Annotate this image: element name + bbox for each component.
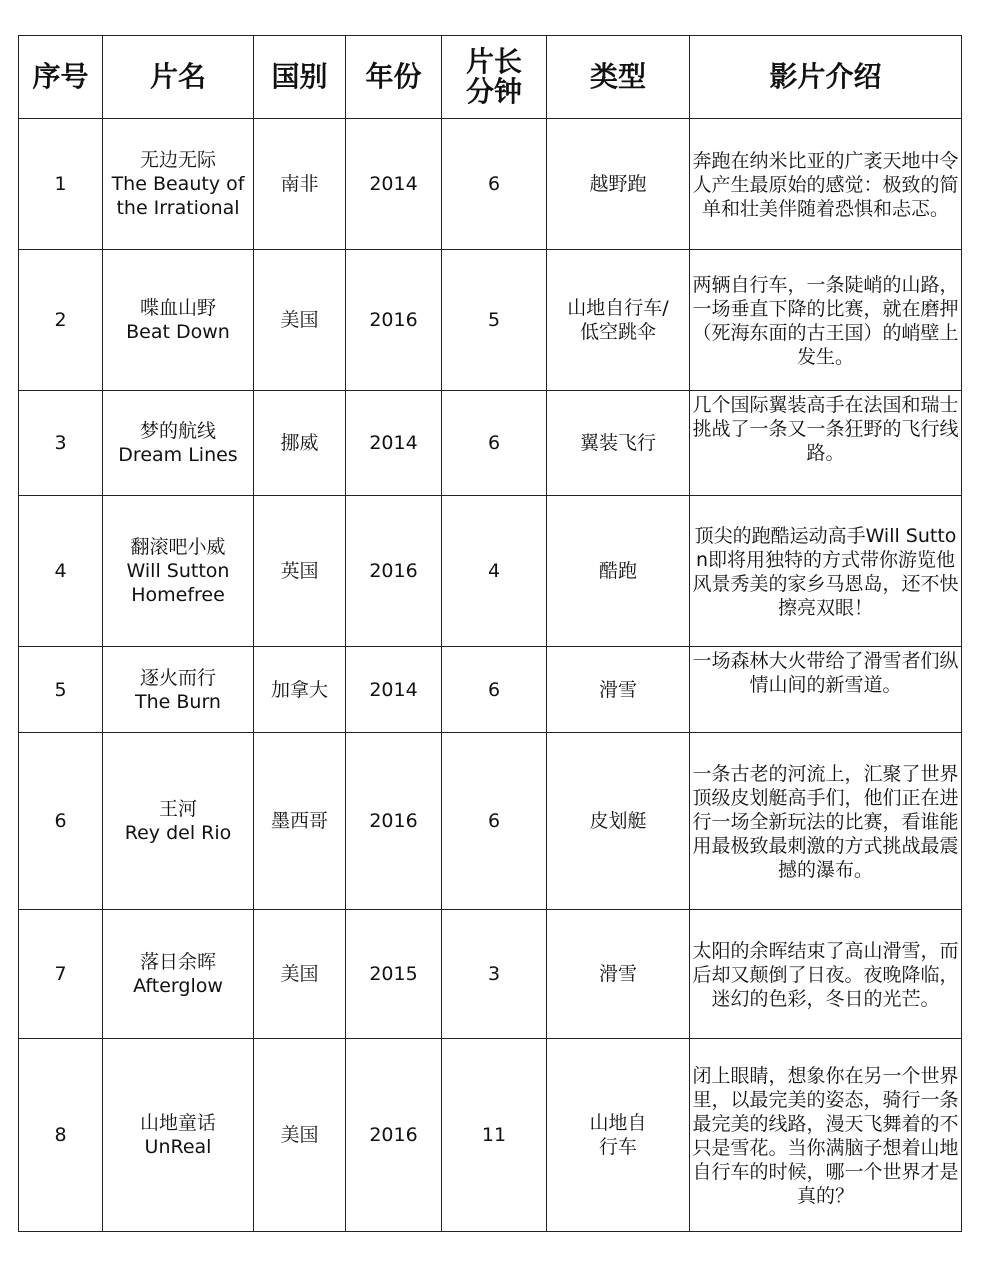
title-en: Rey del Rio <box>124 822 232 844</box>
header-title: 片名 <box>103 36 254 119</box>
cell-country: 南非 <box>254 119 346 250</box>
header-genre: 类型 <box>547 36 690 119</box>
header-row <box>19 36 962 119</box>
header-year: 年份 <box>346 36 442 119</box>
cell-intro: 奔跑在纳米比亚的广袤天地中令人产生最原始的感觉：极致的简单和壮美伴随着恐惧和忐忑。 <box>690 119 962 250</box>
cell-genre: 皮划艇 <box>547 733 690 910</box>
cell-year: 2016 <box>346 250 442 391</box>
film-table <box>18 35 962 1232</box>
cell-intro: 顶尖的跑酷运动高手Will Sutton即将用独特的方式带你游览他风景秀美的家乡马恩岛，还不快擦亮双眼！ <box>690 496 962 647</box>
title-zh: 喋血山野 <box>139 297 216 319</box>
cell-length: 3 <box>442 910 547 1039</box>
table-row <box>19 733 962 910</box>
cell-title <box>103 250 254 391</box>
cell-country: 美国 <box>254 1039 346 1232</box>
cell-genre: 山地自行车/低空跳伞 <box>547 250 690 391</box>
cell-length: 6 <box>442 733 547 910</box>
cell-genre: 越野跑 <box>547 119 690 250</box>
header-intro: 影片介绍 <box>690 36 962 119</box>
cell-title <box>103 496 254 647</box>
table-row <box>19 496 962 647</box>
title-zh: 无边无际 <box>139 149 216 171</box>
cell-country: 墨西哥 <box>254 733 346 910</box>
cell-length: 6 <box>442 119 547 250</box>
table-row <box>19 391 962 496</box>
cell-intro: 两辆自行车，一条陡峭的山路，一场垂直下降的比赛，就在磨押（死海东面的古王国）的峭壁上发生。 <box>690 250 962 391</box>
cell-country: 美国 <box>254 910 346 1039</box>
cell-index: 7 <box>19 910 103 1039</box>
cell-genre: 酷跑 <box>547 496 690 647</box>
title-en: The Beauty of the Irrational <box>111 173 245 219</box>
cell-length: 11 <box>442 1039 547 1232</box>
cell-index: 1 <box>19 119 103 250</box>
cell-index: 5 <box>19 647 103 733</box>
header-index: 序号 <box>19 36 103 119</box>
cell-index: 8 <box>19 1039 103 1232</box>
cell-year: 2016 <box>346 496 442 647</box>
title-zh: 山地童话 <box>139 1112 216 1134</box>
cell-title <box>103 119 254 250</box>
cell-year: 2016 <box>346 733 442 910</box>
cell-country: 加拿大 <box>254 647 346 733</box>
title-zh: 翻滚吧小威 <box>130 536 226 558</box>
header-country: 国别 <box>254 36 346 119</box>
table-row <box>19 647 962 733</box>
cell-year: 2015 <box>346 910 442 1039</box>
title-zh: 王河 <box>158 798 197 820</box>
title-zh: 逐火而行 <box>139 666 216 689</box>
cell-title <box>103 733 254 910</box>
title-en: Afterglow <box>133 975 223 997</box>
cell-title <box>103 647 254 733</box>
cell-intro: 闭上眼睛，想象你在另一个世界里，以最完美的姿态，骑行一条最完美的线路，漫天飞舞着的不只是雪花。当你满脑子想着山地自行车的时候，哪一个世界才是真的？ <box>690 1039 962 1232</box>
cell-intro: 一场森林大火带给了滑雪者们纵情山间的新雪道。 <box>690 647 962 733</box>
cell-intro: 一条古老的河流上，汇聚了世界顶级皮划艇高手们，他们正在进行一场全新玩法的比赛，看谁能用最极致最刺激的方式挑战最震撼的瀑布。 <box>690 733 962 910</box>
cell-title <box>103 910 254 1039</box>
title-zh: 落日余晖 <box>139 951 216 973</box>
cell-length: 6 <box>442 647 547 733</box>
table-row <box>19 1039 962 1232</box>
cell-length: 5 <box>442 250 547 391</box>
cell-intro: 几个国际翼装高手在法国和瑞士挑战了一条又一条狂野的飞行线路。 <box>690 391 962 496</box>
cell-genre: 翼装飞行 <box>547 391 690 496</box>
cell-title <box>103 391 254 496</box>
title-en: Beat Down <box>126 321 230 343</box>
cell-index: 6 <box>19 733 103 910</box>
header-length: 片长分钟 <box>442 36 547 119</box>
cell-index: 4 <box>19 496 103 647</box>
cell-year: 2014 <box>346 391 442 496</box>
cell-year: 2014 <box>346 647 442 733</box>
cell-year: 2016 <box>346 1039 442 1232</box>
table-row <box>19 119 962 250</box>
cell-genre: 山地自行车 <box>547 1039 690 1232</box>
title-en: Dream Lines <box>118 444 238 466</box>
table-row <box>19 910 962 1039</box>
cell-country: 挪威 <box>254 391 346 496</box>
table-row <box>19 250 962 391</box>
title-zh: 梦的航线 <box>139 420 216 442</box>
cell-genre: 滑雪 <box>547 910 690 1039</box>
cell-title <box>103 1039 254 1232</box>
cell-length: 4 <box>442 496 547 647</box>
title-en: UnReal <box>144 1136 212 1158</box>
cell-year: 2014 <box>346 119 442 250</box>
cell-country: 英国 <box>254 496 346 647</box>
title-en: The Burn <box>135 690 221 713</box>
cell-index: 2 <box>19 250 103 391</box>
title-en: Will Sutton Homefree <box>126 560 230 606</box>
cell-intro: 太阳的余晖结束了高山滑雪，而后却又颠倒了日夜。夜晚降临，迷幻的色彩，冬日的光芒。 <box>690 910 962 1039</box>
cell-country: 美国 <box>254 250 346 391</box>
cell-index: 3 <box>19 391 103 496</box>
cell-genre: 滑雪 <box>547 647 690 733</box>
cell-length: 6 <box>442 391 547 496</box>
